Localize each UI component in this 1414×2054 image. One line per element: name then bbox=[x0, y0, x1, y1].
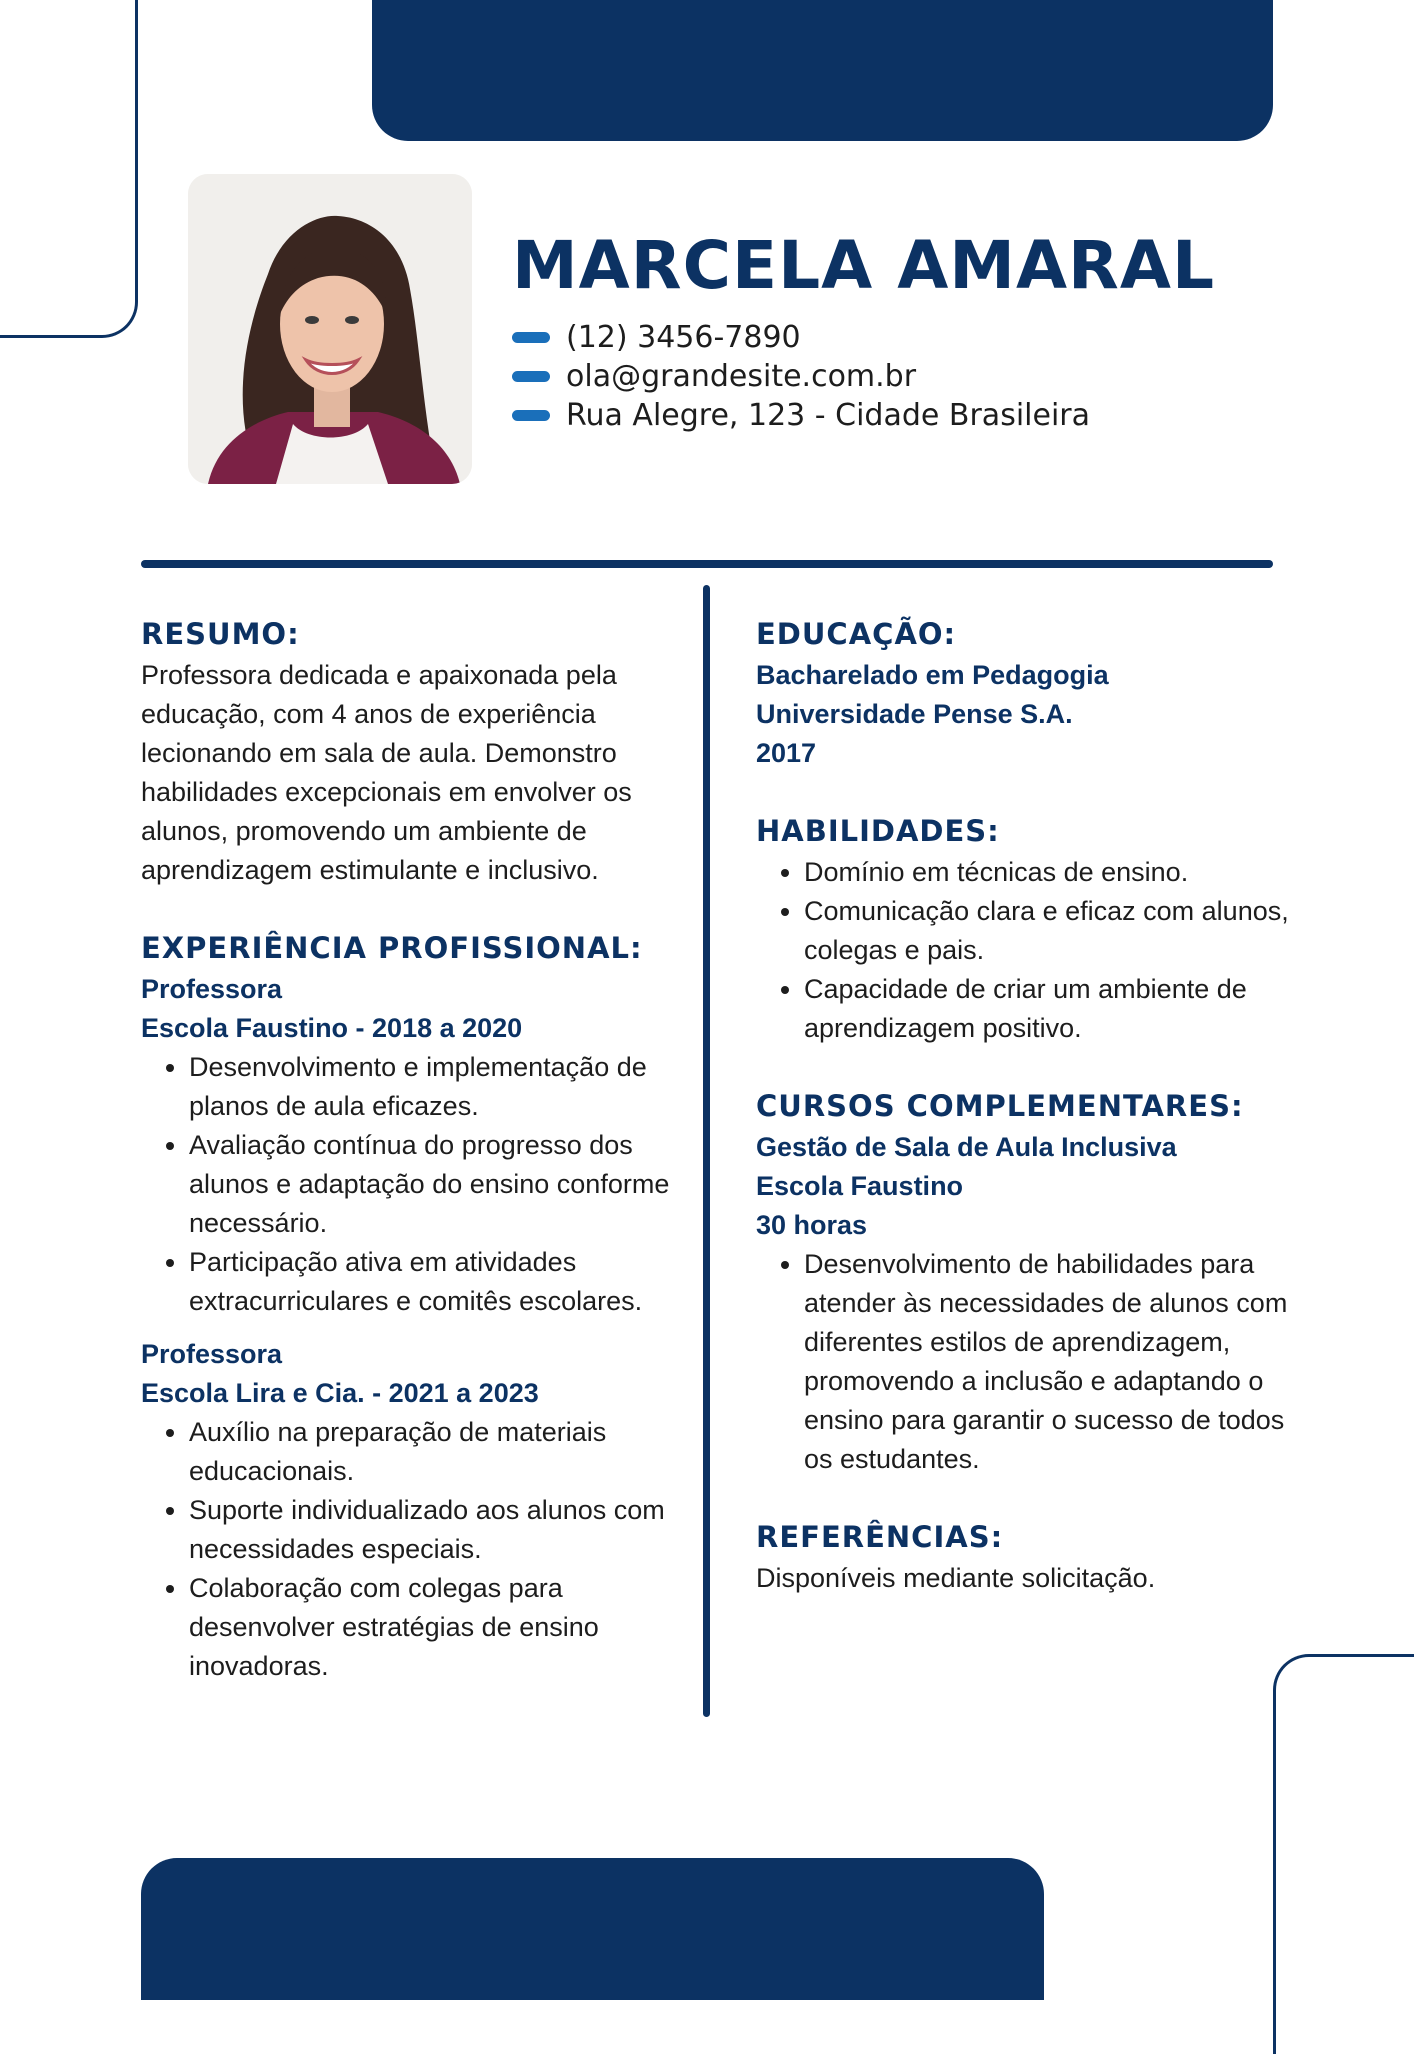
contact-list bbox=[512, 318, 1090, 435]
contact-address bbox=[512, 396, 1090, 435]
references-text: Disponíveis mediante solicitação. bbox=[756, 1563, 1156, 1593]
bullet-pill-icon bbox=[512, 332, 550, 343]
list-item: • Comunicação clara e eficaz com alunos, colegas e pais. bbox=[804, 892, 1296, 970]
address-text: Rua Alegre, 123 - Cidade Brasileira bbox=[566, 398, 1091, 433]
footer-banner bbox=[141, 1858, 1044, 2000]
list-item: • Domínio em técnicas de ensino. bbox=[804, 853, 1296, 892]
left-column bbox=[141, 612, 681, 1686]
bullet-pill-icon bbox=[512, 410, 550, 421]
right-column bbox=[756, 612, 1296, 1598]
section-title-habilidades: HABILIDADES: bbox=[756, 814, 1000, 848]
job-role: Professora bbox=[141, 974, 283, 1004]
section-title-experiencia: EXPERIÊNCIA PROFISSIONAL: bbox=[141, 931, 643, 965]
vertical-divider bbox=[703, 585, 710, 1717]
phone-text[interactable]: (12) 3456-7890 bbox=[566, 320, 801, 355]
contact-email bbox=[512, 357, 1090, 396]
email-text[interactable]: ola@grandesite.com.br bbox=[566, 359, 917, 394]
list-item: • Colaboração com colegas para desenvolver estratégias de ensino inovadoras. bbox=[189, 1569, 681, 1686]
list-item: • Auxílio na preparação de materiais educacionais. bbox=[189, 1413, 681, 1491]
job-duties bbox=[141, 1413, 681, 1686]
job-entry bbox=[141, 1335, 681, 1686]
course-hours: 30 horas bbox=[756, 1210, 868, 1240]
list-item: • Capacidade de criar um ambiente de aprendizagem positivo. bbox=[804, 970, 1296, 1048]
course-name: Gestão de Sala de Aula Inclusiva bbox=[756, 1132, 1177, 1162]
person-name: MARCELA AMARAL bbox=[512, 227, 1216, 304]
bullet-pill-icon bbox=[512, 371, 550, 382]
education-year: 2017 bbox=[756, 738, 817, 768]
list-item: • Desenvolvimento e implementação de planos de aula eficazes. bbox=[189, 1048, 681, 1126]
section-title-educacao: EDUCAÇÃO: bbox=[756, 617, 957, 651]
job-place: Escola Faustino - 2018 a 2020 bbox=[141, 1013, 523, 1043]
job-role: Professora bbox=[141, 1339, 283, 1369]
course-details bbox=[756, 1245, 1296, 1479]
job-entry bbox=[141, 970, 681, 1321]
horizontal-divider bbox=[141, 560, 1273, 568]
course-school: Escola Faustino bbox=[756, 1171, 964, 1201]
corner-decoration-top-left bbox=[0, 0, 138, 338]
job-place: Escola Lira e Cia. - 2021 a 2023 bbox=[141, 1378, 539, 1408]
list-item: • Participação ativa em atividades extracurriculares e comitês escolares. bbox=[189, 1243, 681, 1321]
section-title-cursos: CURSOS COMPLEMENTARES: bbox=[756, 1089, 1244, 1123]
header-banner bbox=[372, 0, 1273, 141]
skills-list bbox=[756, 853, 1296, 1048]
contact-phone bbox=[512, 318, 1090, 357]
list-item: • Avaliação contínua do progresso dos alunos e adaptação do ensino conforme necessário. bbox=[189, 1126, 681, 1243]
job-duties bbox=[141, 1048, 681, 1321]
profile-photo bbox=[188, 174, 472, 484]
list-item: • Suporte individualizado aos alunos com necessidades especiais. bbox=[189, 1491, 681, 1569]
education-school: Universidade Pense S.A. bbox=[756, 699, 1073, 729]
corner-decoration-bottom-right bbox=[1273, 1654, 1414, 2054]
section-title-referencias: REFERÊNCIAS: bbox=[756, 1520, 1004, 1554]
list-item: • Desenvolvimento de habilidades para atender às necessidades de alunos com diferentes estilos de aprendizagem, promovendo a inclusão e adaptando o ensino para garantir o sucesso de todos os estudantes. bbox=[804, 1245, 1296, 1479]
section-title-resumo: RESUMO: bbox=[141, 617, 300, 651]
resumo-text: Professora dedicada e apaixonada pela educação, com 4 anos de experiência lecionando em sala de aula. Demonstro habilidades excepcionais em envolver os alunos, promovendo um ambiente de aprendizagem estimulante e inclusivo. bbox=[141, 660, 632, 885]
education-degree: Bacharelado em Pedagogia bbox=[756, 660, 1109, 690]
